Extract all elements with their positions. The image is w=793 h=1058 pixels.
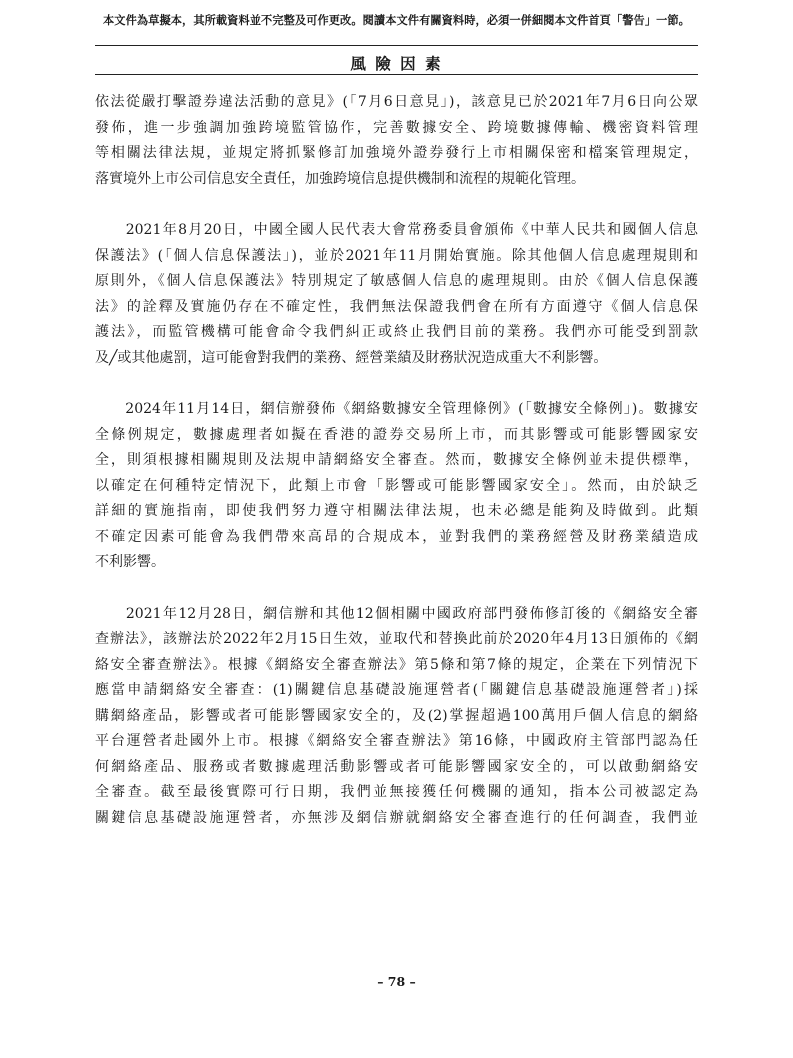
text-line: 全條例規定，數據處理者如擬在香港的證券交易所上市，而其影響或可能影響國家安 bbox=[95, 426, 698, 443]
text-line: 何網絡產品、服務或者數據處理活動影響或者可能影響國家安全的，可以啟動網絡安 bbox=[95, 758, 698, 775]
text-line: 落實境外上市公司信息安全責任，加強跨境信息提供機制和流程的規範化管理。 bbox=[95, 170, 585, 187]
text-line: 等相關法律法規，並規定將抓緊修訂加強境外證券發行上市相關保密和檔案管理規定， bbox=[95, 145, 698, 161]
text-line: 查辦法》，該辦法於2022年2月15日生效，並取代和替換此前於2020年4月13日頒佈的《網 bbox=[95, 631, 698, 647]
paragraph-3 bbox=[95, 397, 698, 576]
header-rule-bottom bbox=[95, 74, 698, 75]
text-line: 及╱或其他處罰，這可能會對我們的業務、經營業績及財務狀況造成重大不利影響。 bbox=[95, 349, 608, 366]
text-line: 不利影響。 bbox=[95, 554, 165, 570]
draft-warning: 本文件為草擬本，其所載資料並不完整及可作更改。閱讀本文件有關資料時，必須一併細閱本文件首頁「警告」一節。 bbox=[103, 13, 690, 27]
text-line: 詳細的實施指南，即使我們努力遵守相關法律法規，也未必總是能夠及時做到。此類 bbox=[95, 503, 698, 519]
text-line: 以確定在何種特定情況下，此類上市會「影響或可能影響國家安全」。然而，由於缺乏 bbox=[95, 477, 698, 494]
text-line: 購網絡產品，影響或者可能影響國家安全的，及(2)掌握超過100萬用戶個人信息的網絡 bbox=[95, 707, 698, 724]
text-line: 關鍵信息基礎設施運營者，亦無涉及網信辦就網絡安全審查進行的任何調查，我們並 bbox=[95, 809, 698, 826]
text-line: 應當申請網絡安全審查：(1)關鍵信息基礎設施運營者(「關鍵信息基礎設施運營者」)採 bbox=[95, 682, 698, 698]
text-line: 原則外，《個人信息保護法》特別規定了敏感個人信息的處理規則。由於《個人信息保護 bbox=[95, 273, 698, 289]
text-line: 發佈，進一步強調加強跨境監管協作，完善數據安全、跨境數據傳輸、機密資料管理 bbox=[95, 119, 698, 136]
text-line: 2024年11月14日，網信辦發佈《網絡數據安全管理條例》(「數據安全條例」)。數據安 bbox=[95, 401, 698, 417]
text-line: 2021年12月28日，網信辦和其他12個相關中國政府部門發佈修訂後的《網絡安全審 bbox=[95, 605, 698, 622]
paragraph-4 bbox=[95, 602, 698, 832]
text-line: 法》的詮釋及實施仍存在不確定性，我們無法保證我們會在所有方面遵守《個人信息保 bbox=[95, 298, 698, 315]
text-line: 絡安全審查辦法》。根據《網絡安全審查辦法》第5條和第7條的規定，企業在下列情況下 bbox=[95, 656, 698, 673]
text-line: 護法》，而監管機構可能會命令我們糾正或終止我們目前的業務。我們亦可能受到罰款 bbox=[95, 324, 698, 340]
body-text bbox=[95, 90, 698, 857]
text-line: 平台運營者赴國外上市。根據《網絡安全審查辦法》第16條，中國政府主管部門認為任 bbox=[95, 733, 698, 749]
text-line: 保護法》(「個人信息保護法」)，並於2021年11月開始實施。除其他個人信息處理規則和 bbox=[95, 247, 698, 264]
section-title: 風 險 因 素 bbox=[350, 54, 443, 73]
text-line: 2021年8月20日，中國全國人民代表大會常務委員會頒佈《中華人民共和國個人信息 bbox=[95, 222, 698, 238]
header-rule-top bbox=[95, 45, 698, 46]
page-number: – 78 – bbox=[377, 974, 416, 989]
paragraph-1 bbox=[95, 90, 698, 192]
paragraph-2 bbox=[95, 218, 698, 371]
text-line: 不確定因素可能會為我們帶來高昂的合規成本，並對我們的業務經營及財務業績造成 bbox=[95, 528, 698, 545]
text-line: 依法從嚴打擊證券違法活動的意見》(「7月6日意見」)，該意見已於2021年7月6日向公眾 bbox=[95, 94, 698, 110]
text-line: 全，則須根據相關規則及法規申請網絡安全審查。然而，數據安全條例並未提供標準， bbox=[95, 452, 698, 468]
text-line: 全審查。截至最後實際可行日期，我們並無接獲任何機關的通知，指本公司被認定為 bbox=[95, 784, 698, 800]
